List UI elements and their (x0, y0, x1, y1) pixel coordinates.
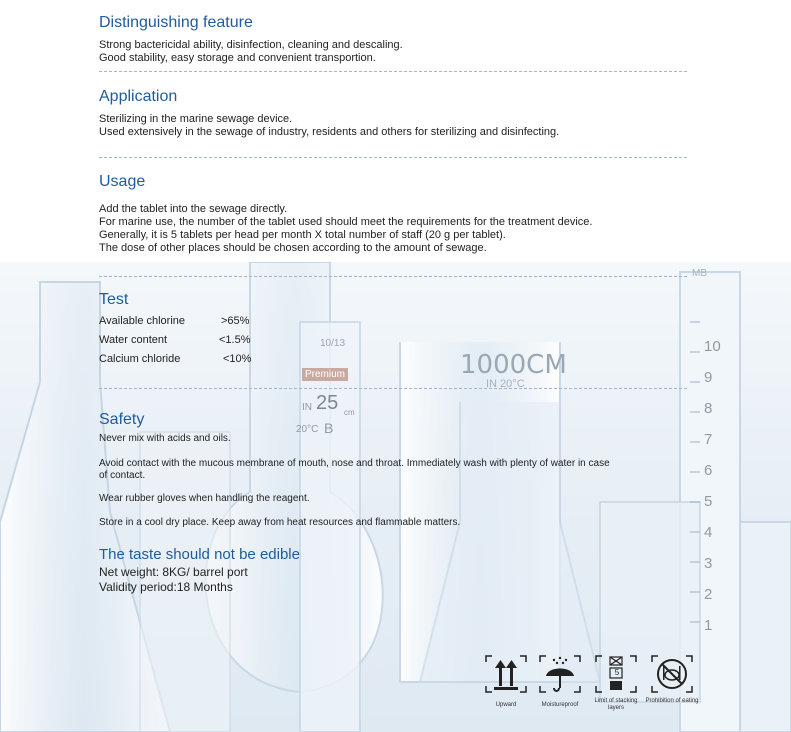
section-divider (99, 388, 687, 389)
safety-line: of contact. (99, 470, 146, 481)
ruler-number: 4 (704, 524, 713, 541)
test-value: <1.5% (219, 334, 251, 346)
application-heading: Application (99, 88, 178, 105)
cylinder-unit-label: cm (344, 408, 355, 417)
test-heading: Test (99, 291, 129, 308)
ruler-number: 7 (704, 431, 713, 448)
usage-line: The dose of other places should be chosen according to the amount of sewage. (99, 242, 487, 254)
cylinder-in-label: IN (302, 402, 312, 413)
beaker-sub-label: IN 20°C (486, 378, 525, 390)
ruler-number: 2 (704, 586, 713, 603)
no-eating-label: Prohibition of eating (645, 698, 699, 704)
feature-line: Strong bactericidal ability, disinfection, cleaning and descaling. (99, 39, 403, 51)
beaker-volume-label: 1000CM (460, 350, 567, 380)
section-divider (99, 71, 687, 72)
cylinder-top-label: 10/13 (320, 338, 346, 349)
stacking-limit-label: Limit of stacking layers (594, 698, 638, 711)
ruler-number: 5 (704, 493, 713, 510)
upward-label: Upward (495, 702, 517, 708)
ruler-top-label: MB (692, 268, 707, 279)
section-divider (99, 276, 687, 277)
usage-line: Add the tablet into the sewage directly. (99, 203, 288, 215)
test-value: <10% (223, 353, 252, 365)
cylinder-class-label: B (324, 420, 334, 436)
feature-line: Good stability, easy storage and convenient transportion. (99, 52, 376, 64)
feature-heading: Distinguishing feature (99, 14, 253, 31)
validity-period: Validity period:18 Months (99, 580, 233, 594)
cylinder-temp-label: 20°C (296, 424, 319, 435)
ruler-number: 10 (704, 338, 721, 355)
stacking-limit-icon (594, 654, 644, 694)
safety-line: Never mix with acids and oils. (99, 433, 231, 444)
moistureproof-icon (538, 654, 588, 694)
usage-line: Generally, it is 5 tablets per head per month X total number of staff (20 g per tablet). (99, 229, 506, 241)
safety-heading: Safety (99, 411, 145, 428)
section-divider (99, 157, 687, 158)
safety-line: Store in a cool dry place. Keep away from heat resources and flammable matters. (99, 517, 461, 528)
stack-number: 5 (614, 668, 620, 677)
no-eating-icon (650, 654, 700, 694)
test-name: Available chlorine (99, 315, 186, 327)
test-name: Water content (99, 334, 168, 346)
application-line: Used extensively in the sewage of industry, residents and others for sterilizing and disinfecting. (99, 126, 560, 138)
ruler-number: 9 (704, 369, 713, 386)
application-line: Sterilizing in the marine sewage device. (99, 113, 293, 125)
net-weight: Net weight: 8KG/ barrel port (99, 565, 248, 579)
cylinder-value-label: 25 (316, 392, 339, 414)
ruler-number: 6 (704, 462, 713, 479)
ruler-number: 1 (704, 617, 713, 634)
test-value: >65% (221, 315, 250, 327)
ruler-number: 3 (704, 555, 713, 572)
test-name: Calcium chloride (99, 353, 181, 365)
safety-line: Wear rubber gloves when handling the reagent. (99, 493, 310, 504)
cylinder-brand-label: Premium (302, 368, 348, 381)
ruler-number: 8 (704, 400, 713, 417)
upward-icon (484, 654, 534, 694)
usage-heading: Usage (99, 173, 146, 190)
usage-line: For marine use, the number of the tablet used should meet the requirements for the treatment device. (99, 216, 593, 228)
not-edible-heading: The taste should not be edible (99, 546, 300, 563)
safety-line: Avoid contact with the mucous membrane of mouth, nose and throat. Immediately wash with plenty of water in case (99, 458, 610, 469)
moistureproof-label: Moistureproof (541, 702, 579, 708)
